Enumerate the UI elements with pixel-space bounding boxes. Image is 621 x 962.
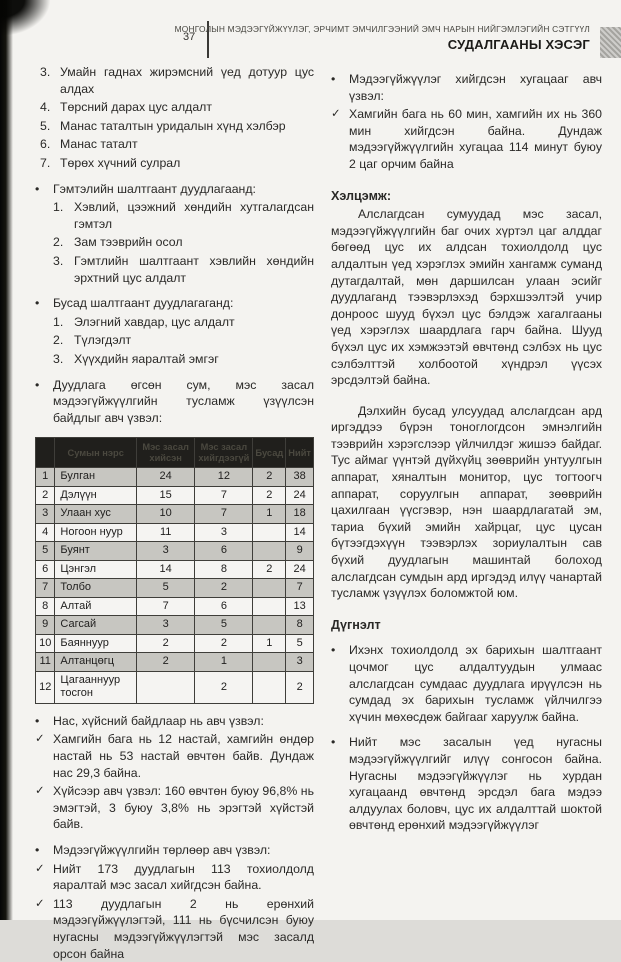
table-cell: 10 — [36, 634, 55, 653]
table-cell: 14 — [286, 523, 314, 542]
table-cell: 5 — [36, 542, 55, 561]
numbered-item — [35, 64, 314, 97]
table-cell: 7 — [36, 579, 55, 598]
table-cell: 10 — [137, 505, 195, 524]
item-text: Умайн гаднах жирэмсний үед дотуур цус алдах — [60, 65, 314, 96]
bullet-groups — [35, 181, 314, 427]
item-text: 113 дуудлагын 2 нь ерөнхий мэдээгүйжүүлэгтэй, 111 нь бүсчилсэн буюу нугасны мэдээгүйжүүлэгтэй мэс засалд орсон байна — [53, 896, 314, 961]
check-item — [35, 731, 314, 781]
table-cell: Цэнгэл — [55, 560, 137, 579]
item-text: Гэмтлийн шалтгаант хэвлийн хөндийн эрхтний цус алдалт — [74, 253, 314, 285]
table-row — [36, 579, 314, 598]
table-cell: 2 — [286, 671, 314, 703]
table-cell: 11 — [36, 653, 55, 672]
table-cell: Цагааннуур тосгон — [55, 671, 137, 703]
table-cell: 2 — [253, 468, 286, 487]
table-row — [36, 542, 314, 561]
bullet-item — [35, 377, 314, 427]
column-header: Нийт — [286, 438, 314, 468]
table-cell: 8 — [286, 616, 314, 635]
item-text: Хэвлий, цээжний хөндийн хутгалагдсан гэмтэл — [74, 200, 314, 231]
table-cell: 5 — [195, 616, 253, 635]
table-cell: 1 — [253, 505, 286, 524]
table-cell: 2 — [137, 634, 195, 653]
table-cell: 7 — [195, 505, 253, 524]
bullet-icon: • — [35, 713, 40, 728]
bullet-icon: • — [35, 377, 40, 392]
table-cell: 6 — [195, 597, 253, 616]
table-cell: 12 — [195, 468, 253, 487]
numbered-subitem — [35, 314, 314, 331]
table-cell: Толбо — [55, 579, 137, 598]
table-body — [36, 468, 314, 704]
item-text: Манас таталтын уридалын хүнд хэлбэр — [60, 118, 286, 133]
table-row — [36, 468, 314, 487]
table-cell: 7 — [286, 579, 314, 598]
item-number: 2. — [53, 333, 64, 348]
table-cell: 9 — [286, 542, 314, 561]
column-header — [36, 438, 55, 468]
table-cell: Баяннуур — [55, 634, 137, 653]
table-cell: 1 — [36, 468, 55, 487]
item-number: 4. — [40, 100, 51, 115]
bullet-icon: • — [35, 842, 40, 857]
table-cell: 8 — [195, 560, 253, 579]
table-cell: Алтай — [55, 597, 137, 616]
check-item — [35, 783, 314, 833]
table-cell: 11 — [137, 523, 195, 542]
table-cell: 6 — [195, 542, 253, 561]
numbered-subitem — [35, 199, 314, 232]
table-cell: 3 — [195, 523, 253, 542]
item-text: Мэдээгүйжүүлгийн төрлөөр авч үзвэл: — [53, 842, 271, 857]
table-row — [36, 505, 314, 524]
bullet-icon: • — [331, 643, 336, 658]
column-header: Бусад — [253, 438, 286, 468]
table-cell: 24 — [286, 486, 314, 505]
item-number: 3. — [53, 253, 64, 268]
check-icon: ✓ — [35, 897, 45, 910]
table-cell: 2 — [195, 671, 253, 703]
check-icon: ✓ — [35, 733, 45, 746]
numbered-subitem — [35, 351, 314, 368]
item-number: 3. — [53, 351, 64, 366]
numbered-list — [35, 64, 314, 172]
table-cell: Сагсай — [55, 616, 137, 635]
item-text: Нийт мэс засалын үед нугасны мэдээгүйжүүлгийг илүү сонгосон байна. Нугасны мэдээгүйжүүлэг нь хурдан хугацаанд өвчтөнд эрсдэл бага мэдээ алдуулах боловч, цус их алдалттай шоктой өвчтөнд ерөнхий мэдээгүйжүүлэг — [349, 735, 602, 833]
table-cell — [253, 616, 286, 635]
item-text: Ихэнх тохиолдолд эх барихын шалтгаант цочмог цус алдалтуудын улмаас алслагдсан сумдаас дуудлага ирүүлсэн нь сумдад эх барихын тусламж үйлчилгээ хүчин мөхөсдөж байгааг харуулж байна. — [349, 643, 602, 724]
item-number: 5. — [40, 118, 51, 133]
item-text: Нийт 173 дуудлагын 113 тохиолдолд яаралтай мэс засал хийгдсэн байна. — [53, 861, 314, 893]
table-cell: 3 — [137, 616, 195, 635]
table-cell — [253, 523, 286, 542]
numbered-item — [35, 155, 314, 172]
conclusion-heading: Дүгнэлт — [331, 617, 381, 632]
table-cell: 5 — [137, 579, 195, 598]
table-cell: 2 — [195, 579, 253, 598]
duration-list — [331, 71, 602, 173]
numbered-item — [35, 99, 314, 116]
check-icon: ✓ — [35, 785, 45, 798]
item-text: Хамгийн бага нь 12 настай, хамгийн өндөр настай нь 53 настай өвчтөн байв. Дундаж нас 29,3 байна. — [53, 732, 314, 780]
table-cell: Булган — [55, 468, 137, 487]
item-text: Мэдээгүйжүүлэг хийгдсэн хугацааг авч үзвэл: — [349, 72, 602, 103]
left-column — [35, 62, 314, 962]
item-text: Бусад шалтгаант дуудлагаганд: — [53, 296, 234, 311]
item-number: 6. — [40, 137, 51, 152]
bullet-icon: • — [331, 72, 336, 86]
conclusion-list — [331, 642, 602, 834]
table-header — [36, 438, 314, 468]
item-number: 2. — [53, 235, 64, 250]
item-text: Хүүхдийн яаралтай эмгэг — [74, 351, 219, 366]
check-icon: ✓ — [35, 862, 45, 875]
check-icon: ✓ — [331, 108, 341, 121]
bullet-item — [331, 71, 602, 104]
table-row — [36, 597, 314, 616]
item-text: Түлэгдэлт — [74, 333, 132, 348]
discussion-paragraph: Алслагдсан сумуудад мэс засал, мэдээгүйжүүлгийн баг очих хүртэл цаг алддаг бөгөөд цус их алдсан тохиолдолд цус алдалтын үед хэрэглэх эмийн хангамж суманд дутагдалтай, мөн даршилсан улаан эсийг дуудлаганд тээвэрлэхэд бэрхшээлтэй учир донроос шууд бүхэл цус бэлдэж хагалгааны үед хэрэглэх шаардлага гарч байна. Шууд бүхэл цус их хэмжээтэй өвчтөнд сэлбэх нь цус сэлбэлттэй холбоотой хүндрэл үүсэх эрсдэлтэй байна. — [331, 207, 602, 388]
table-cell: 24 — [137, 468, 195, 487]
journal-title: МОНГОЛЫН МЭДЭЭГҮЙЖҮҮЛЭГ, ЭРЧИМТ ЭМЧИЛГЭЭНИЙ ЭМЧ НАРЫН НИЙГЭМЛЭГИЙН СЭТГҮҮЛ — [174, 24, 590, 34]
column-header: Мэс засал хийгдээгүй — [195, 438, 253, 468]
numbered-subitem — [35, 332, 314, 349]
table-row — [36, 560, 314, 579]
table-cell: 38 — [286, 468, 314, 487]
table-cell: 8 — [36, 597, 55, 616]
conclusion-bullet — [331, 642, 602, 725]
bullet-item — [35, 295, 314, 312]
numbered-item — [35, 118, 314, 135]
table-header-row — [36, 438, 314, 468]
bullet-icon: • — [35, 296, 40, 311]
table-cell: 12 — [36, 671, 55, 703]
table-cell: Ногоон нуур — [55, 523, 137, 542]
table-cell: 5 — [286, 634, 314, 653]
table-cell — [253, 542, 286, 561]
table-cell: 2 — [137, 653, 195, 672]
bullet-item — [35, 181, 314, 198]
table-cell: 6 — [36, 560, 55, 579]
call-summary-table — [35, 437, 314, 704]
table-cell: Улаан хус — [55, 505, 137, 524]
table-cell: 1 — [253, 634, 286, 653]
column-header: Мэс засал хийсэн — [137, 438, 195, 468]
page-number: 37 — [183, 31, 196, 43]
item-text: Хамгийн бага нь 60 мин, хамгийн их нь 360 мин хийгдсэн байна. Дундаж мэдээгүйжүүлгийн хугацаа 114 минут буюу 2 цаг орчим байна — [349, 107, 602, 171]
table-cell: 15 — [137, 486, 195, 505]
section-title: СУДАЛГААНЫ ХЭСЭГ — [447, 37, 590, 52]
check-item — [35, 896, 314, 962]
table-row — [36, 616, 314, 635]
table-row — [36, 486, 314, 505]
item-number: 1. — [53, 200, 64, 215]
table-cell: Буянт — [55, 542, 137, 561]
bullet-icon: • — [331, 735, 336, 750]
table-cell: 4 — [36, 523, 55, 542]
table-cell: Дэлүүн — [55, 486, 137, 505]
table-cell — [253, 653, 286, 672]
conclusion-bullet — [331, 734, 602, 834]
bullet-item — [35, 713, 314, 730]
table-row — [36, 653, 314, 672]
item-text: Манас таталт — [60, 137, 138, 152]
bullet-item — [35, 842, 314, 859]
numbered-subitem — [35, 253, 314, 286]
numbered-item — [35, 136, 314, 153]
table-cell: 9 — [36, 616, 55, 635]
table-cell: 1 — [195, 653, 253, 672]
item-text: Дуудлага өгсөн сум, мэс засал мэдээгүйжүүлгийн тусламж үзүүлсэн байдлыг авч үзвэл: — [53, 377, 314, 425]
check-item — [35, 861, 314, 894]
numbered-subitem — [35, 234, 314, 251]
table-cell: 2 — [36, 486, 55, 505]
table-cell — [253, 671, 286, 703]
item-number: 7. — [40, 155, 51, 170]
header-texture-block — [600, 27, 621, 58]
discussion-heading: Хэлцэмж: — [331, 188, 392, 203]
column-header: Сумын нэрс — [55, 438, 137, 468]
discussion-paragraph: Дэлхийн бусад улсуудад алслагдсан ард иргэддээ бүрэн тоноглогдсон эмнэлгийн тээврийн хэрэгслээр үйлчилдэг жишээ байдаг. Тус аймаг үүнтэй дүйхүйц зөөврийн унтуулгын аппарат, хяналтын монитор, цус тогтоогч аппарат, соруулгын аппарат, зөөврийн цахилгаан үүсгэвэр, нэн шаардлагатай эм, тариа бүхий эмийн хайрцаг, цус цусан бүтээгдэхүүн тээвэрлэх зориулалтын сав бүхий дуудлагын машинтай болоход алслагдсан сумдын ард иргэдэд илүү чанартай тусламж үзүүлэх боломжтой юм. — [331, 403, 602, 601]
item-number: 3. — [40, 65, 51, 79]
table-cell: 2 — [253, 560, 286, 579]
page-header — [175, 24, 590, 52]
right-column — [331, 62, 602, 834]
table-cell — [137, 671, 195, 703]
scan-corner-shadow — [0, 0, 70, 52]
item-text: Төрөх хүчний сулрал — [60, 155, 181, 170]
table-cell: 14 — [137, 560, 195, 579]
discussion-paragraphs — [331, 206, 602, 602]
after-table-list — [35, 713, 314, 962]
item-text: Нас, хүйсний байдлаар нь авч үзвэл: — [53, 713, 264, 728]
check-item — [331, 106, 602, 172]
table-cell: 13 — [286, 597, 314, 616]
table-cell: 3 — [36, 505, 55, 524]
item-number: 1. — [53, 314, 64, 329]
table-cell: 7 — [195, 486, 253, 505]
table-cell: 2 — [253, 486, 286, 505]
item-text: Элэгний хавдар, цус алдалт — [74, 314, 235, 329]
table-cell — [253, 579, 286, 598]
table-cell: 3 — [286, 653, 314, 672]
table-row — [36, 634, 314, 653]
table-row — [36, 671, 314, 703]
table-cell: Алтанцөгц — [55, 653, 137, 672]
table-cell: 7 — [137, 597, 195, 616]
scan-edge-shadow — [0, 0, 13, 920]
table-cell: 3 — [137, 542, 195, 561]
table-cell: 2 — [195, 634, 253, 653]
table-cell: 18 — [286, 505, 314, 524]
table-row — [36, 523, 314, 542]
item-text: Хүйсээр авч үзвэл: 160 өвчтөн буюу 96,8% нь эмэгтэй, 3 буюу 3,8% нь эрэгтэй хүйстэй байв. — [53, 784, 314, 832]
bullet-icon: • — [35, 181, 40, 196]
item-text: Зам тээврийн осол — [74, 235, 183, 250]
item-text: Гэмтэлийн шалтгаант дуудлагаанд: — [53, 181, 256, 196]
table-cell — [253, 597, 286, 616]
item-text: Төрсний дарах цус алдалт — [60, 100, 212, 115]
table-cell: 24 — [286, 560, 314, 579]
